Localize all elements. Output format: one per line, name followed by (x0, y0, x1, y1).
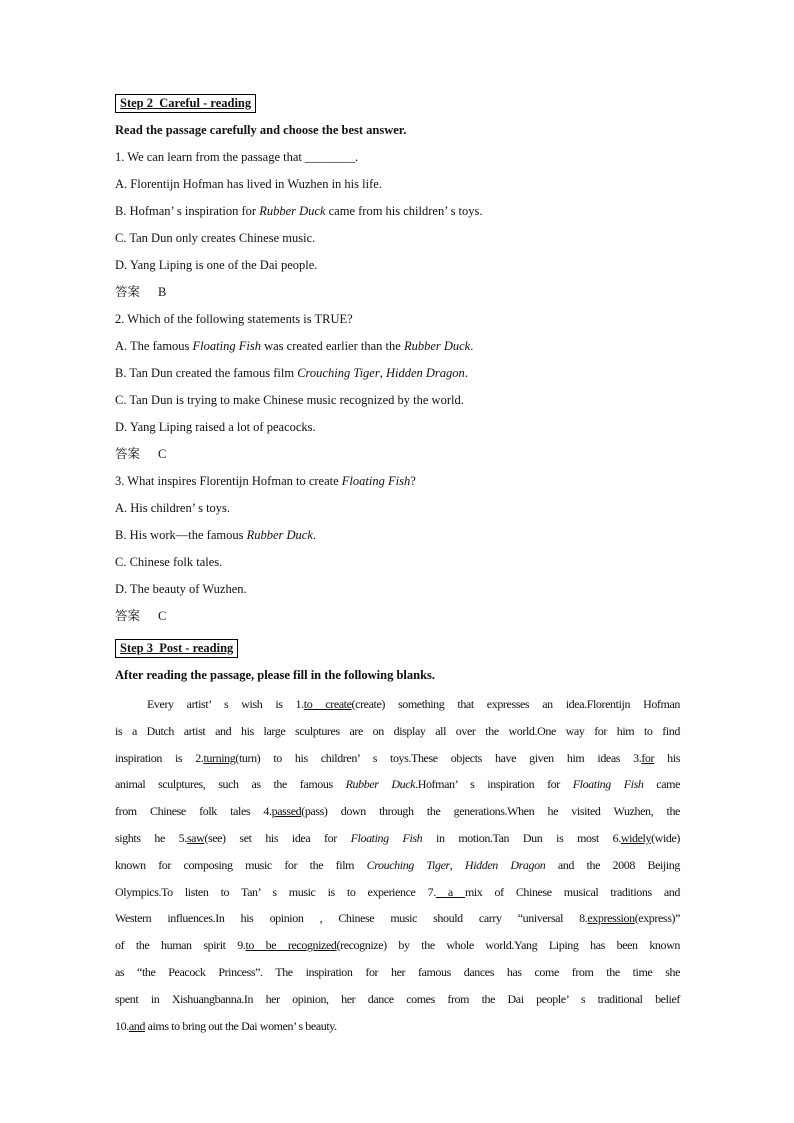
text-segment: (turn) to his children’ s toys.These objects have given him ideas 3. (235, 750, 642, 765)
text-segment: Floating Fish (341, 474, 411, 488)
question-2-option-a (115, 333, 680, 360)
text-segment: saw (186, 830, 205, 845)
text-segment: a (435, 884, 465, 899)
step3-heading: Step 3 Post - reading (115, 639, 238, 658)
answer-label: 答案 (115, 285, 141, 299)
step2-section (115, 94, 680, 630)
text-segment: Floating Fish (350, 830, 423, 845)
text-segment: D. Yang Liping raised a lot of peacocks. (115, 420, 316, 434)
step2-heading: Step 2 Careful - reading (115, 94, 256, 113)
question-3-option-d (115, 576, 680, 603)
passage (115, 691, 680, 1039)
passage-line (115, 932, 680, 959)
passage-line (115, 718, 680, 745)
text-segment: B. Tan Dun created the famous film (115, 366, 298, 380)
text-segment: was created earlier than the (260, 339, 404, 353)
text-segment: 3. What inspires Florentijn Hofman to create (115, 474, 342, 488)
text-segment: Crouching Tiger (297, 366, 380, 380)
text-segment: spent in Xishuangbanna.In her opinion, her dance comes from the Dai people’ s traditional belief (115, 991, 680, 1006)
question-1-option-b (115, 198, 680, 225)
text-segment: C. Tan Dun is trying to make Chinese music recognized by the world. (115, 393, 464, 407)
text-segment: D. The beauty of Wuzhen. (115, 582, 247, 596)
text-segment: Crouching Tiger (366, 857, 450, 872)
passage-line (115, 745, 680, 772)
text-segment: Hidden Dragon (385, 366, 465, 380)
passage-line (115, 1013, 680, 1040)
step3-intro: After reading the passage, please fill in the following blanks. (115, 668, 436, 682)
text-segment: Floating Fish (572, 777, 644, 792)
text-segment: sights he 5. (115, 830, 187, 845)
passage-line (115, 905, 680, 932)
step2-intro: Read the passage carefully and choose the best answer. (115, 123, 407, 137)
text-segment: Every artist’ s wish is 1. (147, 697, 304, 711)
text-segment: A. The famous (115, 339, 193, 353)
text-segment: , (379, 366, 386, 380)
text-segment: A. His children’ s toys. (115, 501, 231, 515)
passage-line (115, 852, 680, 879)
text-segment: B. Hofman’ s inspiration for (115, 204, 260, 218)
question-2-answer-line (115, 441, 680, 468)
text-segment: to be recognized (245, 938, 337, 953)
text-segment: C. Tan Dun only creates Chinese music. (115, 231, 316, 245)
text-segment: and (128, 1018, 145, 1033)
question-1-option-a (115, 171, 680, 198)
text-segment: (express)” (634, 911, 680, 926)
text-segment: (wide) (651, 830, 680, 845)
text-segment: from Chinese folk tales 4. (115, 804, 272, 819)
text-segment: came from his children’ s toys. (325, 204, 483, 218)
text-segment: 2. Which of the following statements is TRUE? (115, 312, 353, 326)
text-segment: D. Yang Liping is one of the Dai people. (115, 258, 318, 272)
text-segment: his (654, 750, 680, 765)
text-segment: 10. (115, 1018, 129, 1033)
text-segment: expression (587, 911, 635, 926)
passage-line (115, 959, 680, 986)
question-1-answer-line (115, 279, 680, 306)
passage-line (115, 691, 680, 718)
text-segment: and the 2008 Beijing (545, 857, 680, 872)
question-3-option-a (115, 495, 680, 522)
text-segment: Rubber Duck (403, 339, 471, 353)
text-segment: (see) set his idea for (204, 830, 351, 845)
answer-label: 答案 (115, 447, 141, 461)
text-segment: . (312, 528, 317, 542)
text-segment: ? (410, 474, 416, 488)
text-segment: widely (620, 830, 652, 845)
text-segment: .Hofman’ s inspiration for (415, 777, 573, 792)
text-segment: came (643, 777, 680, 792)
answer-label: 答案 (115, 609, 141, 623)
passage-line (115, 879, 680, 906)
text-segment: Rubber Duck (246, 528, 313, 542)
passage-line (115, 798, 680, 825)
answer-value: C (158, 609, 167, 623)
text-segment: turning (203, 750, 236, 765)
text-segment: , (449, 857, 465, 872)
question-3-option-c (115, 549, 680, 576)
text-segment: mix of Chinese musical traditions and (464, 884, 680, 899)
text-segment: 1. We can learn from the passage that ________. (115, 150, 359, 164)
text-segment: passed (271, 804, 302, 819)
text-segment: Western influences.In his opinion , Chinese music should carry “universal 8. (115, 911, 588, 926)
question-3-option-b (115, 522, 680, 549)
text-segment: Hidden Dragon (464, 857, 546, 872)
text-segment: C. Chinese folk tales. (115, 555, 223, 569)
text-segment: . (464, 366, 468, 380)
step3-heading-row (115, 639, 680, 662)
answer-value: C (158, 447, 167, 461)
text-segment: as “the Peacock Princess”. The inspiration for her famous dances has come from the time she (115, 964, 680, 979)
text-segment: is a Dutch artist and his large sculptures are on display all over the world.One way for him to find (115, 723, 680, 738)
passage-line (115, 771, 680, 798)
question-2-stem (115, 306, 680, 333)
text-segment: Olympics.To listen to Tan’ s music is to experience 7. (115, 884, 436, 899)
passage-line (115, 986, 680, 1013)
text-segment: (pass) down through the generations.When he visited Wuzhen, the (301, 804, 680, 819)
question-1-stem (115, 144, 680, 171)
text-segment: animal sculptures, such as the famous (115, 777, 346, 792)
text-segment: Floating Fish (192, 339, 261, 353)
question-3-answer-line (115, 603, 680, 630)
step2-heading-row (115, 94, 680, 117)
text-segment: known for composing music for the film (115, 857, 367, 872)
text-segment: to create (303, 697, 352, 711)
text-segment: (create) something that expresses an idea.Florentijn Hofman (351, 697, 680, 711)
question-2-option-b (115, 360, 680, 387)
text-segment: Rubber Duck (345, 777, 416, 792)
text-segment: in motion.Tan Dun is most 6. (422, 830, 621, 845)
passage-line (115, 825, 680, 852)
answer-value: B (158, 285, 167, 299)
question-2-option-c (115, 387, 680, 414)
question-3-stem (115, 468, 680, 495)
text-segment: (recognize) by the whole world.Yang Liping has been known (336, 938, 680, 953)
question-1-option-c (115, 225, 680, 252)
text-segment: for (641, 750, 655, 765)
question-2-option-d (115, 414, 680, 441)
text-segment: . (470, 339, 474, 353)
text-segment: inspiration is 2. (115, 750, 204, 765)
text-segment: A. Florentijn Hofman has lived in Wuzhen in his life. (115, 177, 382, 191)
text-segment: Rubber Duck (259, 204, 326, 218)
question-1-option-d (115, 252, 680, 279)
text-segment: aims to bring out the Dai women’ s beauty. (144, 1018, 337, 1033)
text-segment: B. His work—the famous (115, 528, 247, 542)
step3-section (115, 639, 680, 1039)
text-segment: of the human spirit 9. (115, 938, 246, 953)
